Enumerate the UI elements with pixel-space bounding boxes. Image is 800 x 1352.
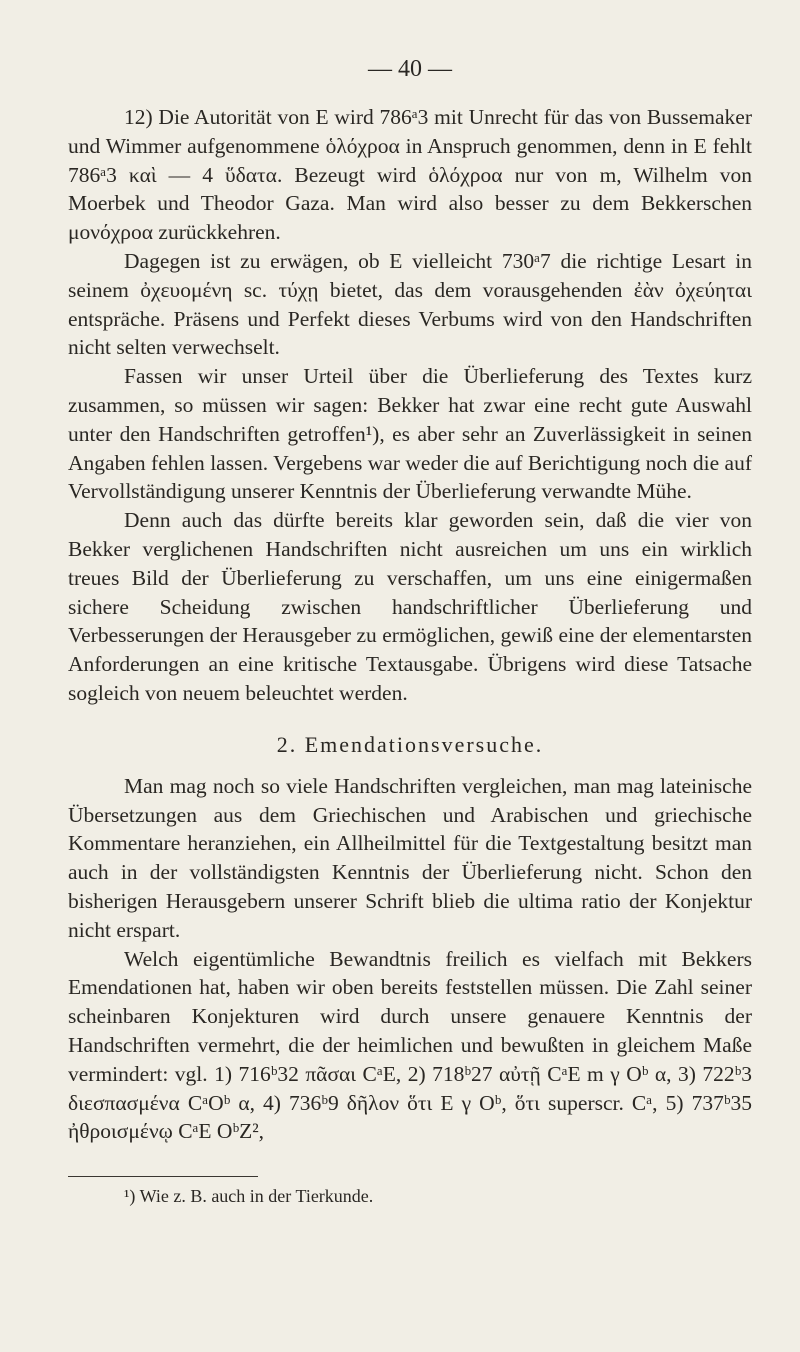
footnote-divider: [68, 1176, 258, 1177]
footnote: ¹) Wie z. B. auch in der Tierkunde.: [124, 1186, 374, 1207]
paragraph-1: 12) Die Autorität von E wird 786ᵃ3 mit Unrecht für das von Bussemaker und Wimmer aufgenommene ὁλόχροα in Anspruch genommen, denn in E fehlt 786ᵃ3 καὶ — 4 ὕδατα. Bezeugt wird ὁλόχροα nur von m, Wilhelm von Moerbek und Theodor Gaza. Man wird also besser zu dem Bekkerschen μονόχροα zurückkehren.: [68, 105, 752, 245]
paragraph-2: Dagegen ist zu erwägen, ob E vielleicht 730ᵃ7 die richtige Lesart in seinem ὀχευομένη sc. τύχῃ bietet, das dem vorausgehenden ἐὰν ὀχεύηται entspräche. Präsens und Perfekt dieses Verbums wird von den Handschriften nicht selten verwechselt.: [68, 248, 752, 360]
section-heading: 2. Emendationsversuche.: [276, 731, 544, 757]
section-paragraph-2: Welch eigentümliche Bewandtnis freilich es vielfach mit Bekkers Emendationen hat, haben wir oben bereits feststellen müssen. Die Zahl seiner scheinbaren Konjekturen wird durch unsere genauere Kenntnis der Handschriften vermehrt, die der heimlichen und bewußten in gleichem Maße vermindert: vgl. 1) 716ᵇ32 πᾶσαι CᵃE, 2) 718ᵇ27 αὐτῇ CᵃE m γ Oᵇ α, 3) 722ᵇ3 διεσπασμένα CᵃOᵇ α, 4) 736ᵇ9 δῆλον ὅτι E γ Oᵇ, ὅτι superscr. Cᵃ, 5) 737ᵇ35 ἠθροισμένῳ CᵃE OᵇZ²,: [68, 946, 752, 1144]
paragraph-3: Fassen wir unser Urteil über die Überlieferung des Textes kurz zusammen, so müssen wir sagen: Bekker hat zwar eine recht gute Auswahl unter den Handschriften getroffen¹), es aber sehr an Zuverlässigkeit in seinen Angaben fehlen lassen. Vergebens war weder die auf Berichtigung noch die auf Vervollständigung unserer Kenntnis der Überlieferung verwandte Mühe.: [68, 364, 752, 504]
page-number: — 40 —: [368, 56, 452, 82]
section-paragraph-1: Man mag noch so viele Handschriften vergleichen, man mag lateinische Übersetzungen aus dem Griechischen und Arabischen und griechische Kommentare heranziehen, ein Allheilmittel für die Textgestaltung besitzt man auch in der vollständigsten Kenntnis der Überlieferung nicht. Schon den bisherigen Herausgebern unserer Schrift blieb die ultima ratio der Konjektur nicht erspart.: [68, 773, 752, 942]
paragraph-4: Denn auch das dürfte bereits klar geworden sein, daß die vier von Bekker verglichenen Handschriften nicht ausreichen um uns ein wirklich treues Bild der Überlieferung zu verschaffen, um uns eine einigermaßen sichere Scheidung zwischen handschriftlicher Überlieferung und Verbesserungen der Herausgeber zu ermöglichen, gewiß eine der elementarsten Anforderungen an eine kritische Textausgabe. Übrigens wird diese Tatsache sogleich von neuem beleuchtet werden.: [68, 508, 752, 705]
